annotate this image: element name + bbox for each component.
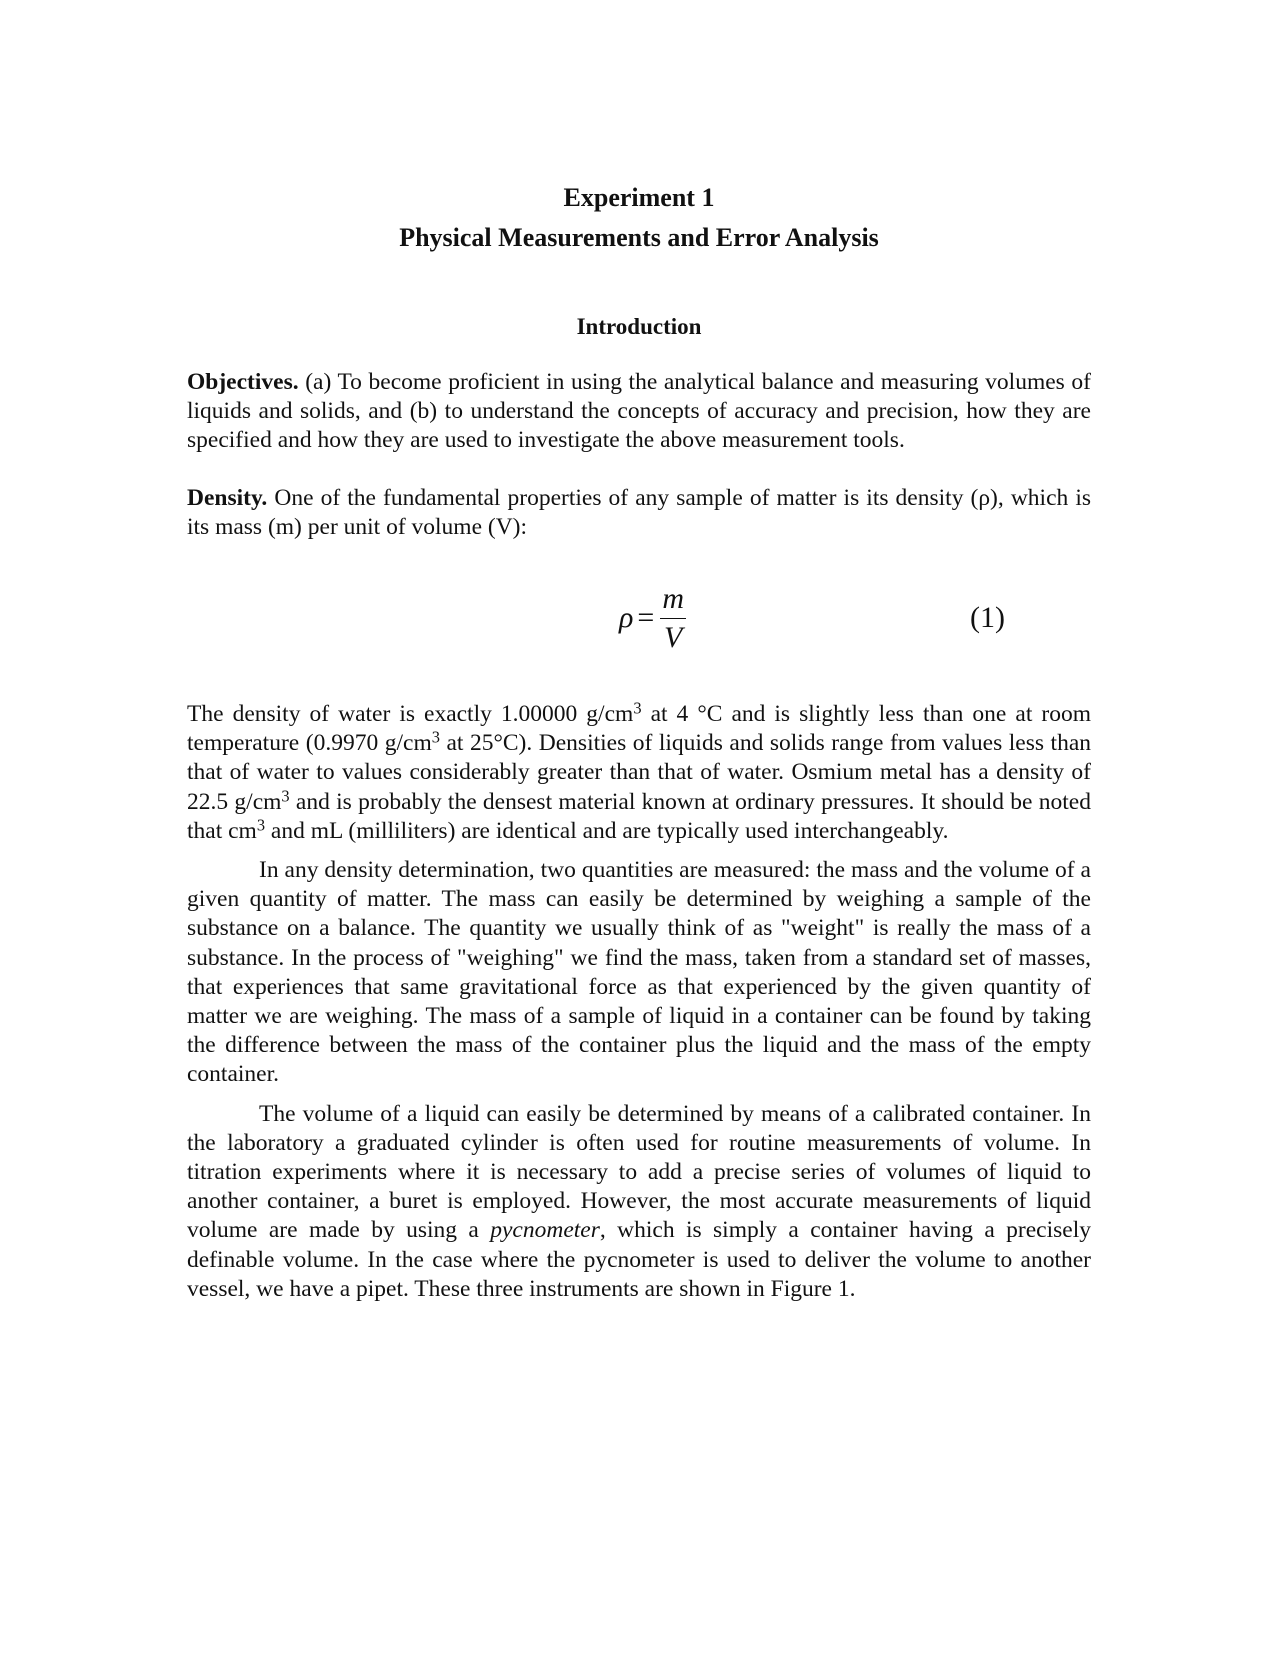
volume-text-2: , which is simply a container having a precisely definable volume. In the case where the pycnometer is used to deliver the volume to another vessel, we have a pipet. These three instruments are shown in Figure 1. (187, 1217, 1092, 1302)
objectives-paragraph (187, 368, 1091, 456)
superscript-1: 3 (633, 698, 642, 718)
water-text-3: at 25°C). Densities of liquids and solids range from values less than that of water to values considerably greater than that of water. Osmium metal has a density of 22.5 g/cm (187, 730, 1091, 815)
volume-text-1: The volume of a liquid can easily be determined by means of a calibrated container. In the laboratory a graduated cylinder is often used for routine measurements of volume. In titration experiments where it is necessary to add a precise series of volumes of liquid to another container, a buret is employed. However, the most accurate measurements of liquid volume are made by using a (187, 1100, 1091, 1244)
equation-denominator: V (664, 620, 683, 654)
density-equation (187, 568, 1091, 676)
equation-numerator: m (660, 584, 686, 619)
document-body (187, 178, 1091, 1304)
superscript-4: 3 (256, 815, 266, 835)
volume-determination-paragraph (187, 1100, 1091, 1304)
section-heading-introduction: Introduction (576, 314, 702, 339)
pycnometer-term: pycnometer (490, 1217, 600, 1244)
experiment-number: Experiment 1 (563, 183, 715, 212)
superscript-2: 3 (431, 727, 440, 747)
water-text-4: and is probably the densest material known at ordinary pressures. It should be noted that cm (187, 788, 1091, 844)
equation-fraction (660, 581, 686, 654)
objectives-lead: Objectives. (187, 369, 299, 395)
objectives-text: (a) To become proficient in using the analytical balance and measuring volumes of liquids and solids, and (b) to understand the concepts of accuracy and precision, how they are specified and how they are used to investigate the above measurement tools. (187, 369, 1091, 454)
experiment-title: Physical Measurements and Error Analysis (399, 223, 879, 252)
density-lead: Density. (187, 484, 268, 511)
superscript-3: 3 (281, 786, 290, 806)
water-density-paragraph (187, 700, 1091, 846)
water-text-2: at 4 °C and is slightly less than one at room temperature (0.9970 g/cm (187, 701, 1091, 757)
equation-lhs: ρ (619, 601, 634, 635)
density-text: One of the fundamental properties of any sample of matter is its density (ρ), which is its mass (m) per unit of volume (V): (187, 484, 1091, 540)
equation-expression (619, 568, 686, 668)
mass-determination-paragraph: In any density determination, two quantities are measured: the mass and the volume of a given quantity of matter. The mass can easily be determined by weighing a sample of the substance on a balance. The quantity we usually think of as "weight" is really the mass of a substance. In the process of "weighing" we find the mass, taken from a standard set of masses, that experiences that same gravitational force as that experienced by the given quantity of matter we are weighing. The mass of a sample of liquid in a container can be found by taking the difference between the mass of the container plus the liquid and the mass of the empty container. (187, 857, 1091, 1088)
density-paragraph (187, 484, 1091, 542)
equation-equals: = (637, 601, 655, 635)
equation-number: (1) (970, 601, 1005, 635)
water-text-1: The density of water is exactly 1.00000 g/cm (187, 701, 634, 728)
water-text-5: and mL (milliliters) are identical and are typically used interchangeably. (265, 817, 949, 844)
